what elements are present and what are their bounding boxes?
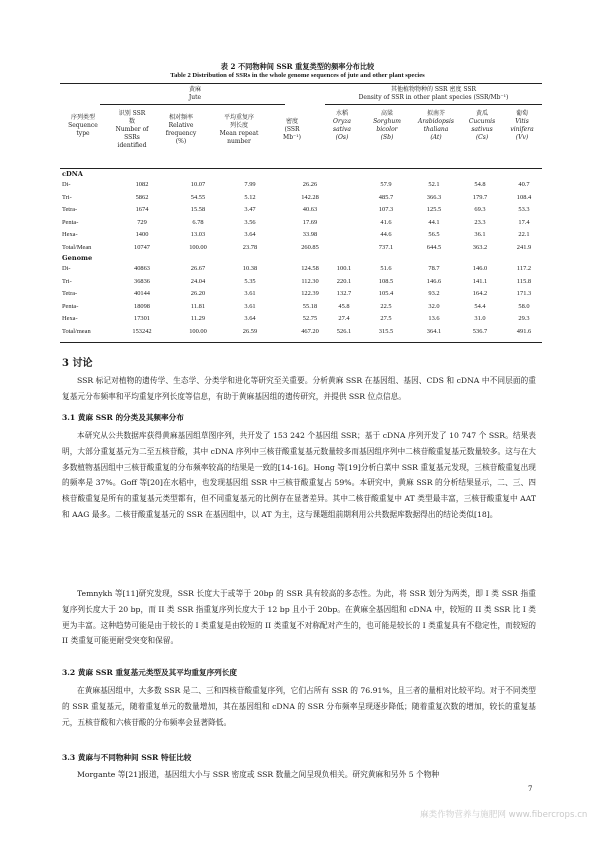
paragraph-3-3: Morgante 等[21]报道，基因组大小与 SSR 密度或 SSR 数量之间呈现负相关。研究黄麻和另外 5 个物种: [77, 770, 440, 779]
subsection-heading-3-2: 3.2 黄麻 SSR 重复基元类型及其平均重复序列长度: [62, 668, 237, 677]
table-cell: 23.78: [242, 244, 258, 251]
table-cell: 22.5: [380, 302, 392, 310]
table-cell: 3.56: [244, 218, 256, 226]
table-cell: 315.5: [378, 328, 394, 335]
section-heading-discussion: 3 讨论: [62, 358, 93, 369]
table-cell: 40.63: [302, 206, 318, 214]
section-label-cdna: cDNA: [62, 170, 83, 178]
row-label-cell: Hexa-: [62, 231, 78, 239]
table-cell: 5862: [135, 193, 149, 201]
table-cell: 363.2: [472, 244, 488, 251]
table-row: [60, 181, 542, 192]
paragraph-3-2: 在黄麻基因组中，大多数 SSR 是二、三和四核苷酸重复序列，它们占所有 SSR 的 76.91%，且三者的量相对比较平均。对于不同类型的 SSR 重复基元，随着重复单元的数量增加，其在基因组和 cDNA 的 SSR 分布频率呈现逐步降低；随着重复次数的增加，较长的重复基元，五核苷酸和六核苷酸的分布频率会显著降低。: [62, 686, 536, 727]
table-cell: 29.3: [518, 315, 530, 323]
table-cell: 142.28: [301, 193, 319, 201]
table-cell: 15.58: [190, 206, 206, 214]
table-cell: 54.4: [474, 302, 486, 310]
table-cell: 53.3: [518, 206, 530, 214]
table-cell: 24.04: [190, 277, 206, 285]
col-header-species-at: 拟南芥 Arabidopsis thaliana (At): [418, 110, 454, 141]
table-cell: 1400: [135, 231, 149, 239]
table-cell: 44.6: [380, 231, 392, 239]
table-cell: 23.3: [474, 218, 486, 226]
table-cell: 115.8: [516, 277, 532, 285]
table-cell: 146.6: [426, 277, 442, 285]
row-label-cell: Hexa-: [62, 315, 78, 323]
table-cell: 3.47: [244, 206, 256, 214]
table-row: [60, 244, 542, 255]
col-header-number: 识别 SSR 数 Number of SSRs identified: [115, 110, 149, 149]
table-cell: 36.1: [474, 231, 486, 239]
table-row: [60, 315, 542, 326]
table-cell: 32.0: [428, 302, 440, 310]
table-cell: 107.3: [378, 206, 394, 214]
table-cell: 11.29: [190, 315, 206, 323]
table-cell: 112.30: [301, 277, 319, 285]
table-cell: 141.1: [472, 277, 488, 285]
col-header-species-cs: 黄瓜 Cucumis sativus (Cs): [468, 110, 496, 141]
table-cell: 45.8: [338, 302, 350, 310]
table-row: [60, 278, 542, 289]
table-cell: 6.78: [192, 218, 204, 226]
table-cell: 644.5: [426, 244, 442, 251]
table-cell: 11.81: [190, 302, 206, 310]
table-cell: 366.3: [426, 193, 442, 201]
table-cell: 26.59: [242, 328, 258, 335]
row-label-cell: Tri-: [62, 193, 72, 201]
col-header-frequency: 相对频率 Relative frequency (%): [165, 114, 197, 145]
table-cell: 26.26: [302, 181, 318, 188]
table-cell: 27.4: [338, 315, 350, 323]
table-cell: 467.20: [301, 328, 319, 335]
other-group-rule: [325, 104, 542, 105]
row-label-cell: Penta-: [62, 218, 79, 226]
table-cell: 26.67: [190, 265, 206, 272]
table-header-rule: [60, 168, 542, 169]
subsection-heading-3-3: 3.3 黄麻与不同物种间 SSR 特征比较: [62, 753, 192, 762]
row-label-cell: Total/Mean: [62, 244, 92, 251]
table-cell: 737.1: [378, 244, 394, 251]
row-label-cell: Tri-: [62, 277, 72, 285]
table-cell: 117.2: [516, 265, 532, 272]
table-cell: 52.1: [428, 181, 440, 188]
table-cell: 10.07: [190, 181, 206, 188]
col-header-species-os: 水稻 Oryza sativa (Os): [333, 110, 351, 141]
table-cell: 52.75: [302, 315, 318, 323]
table-cell: 78.7: [428, 265, 440, 272]
table-cell: 100.00: [189, 328, 207, 335]
table-cell: 18098: [134, 302, 150, 310]
table-cell: 108.5: [378, 277, 394, 285]
table-cell: 364.1: [426, 328, 442, 335]
row-label-cell: Tetra-: [62, 290, 78, 298]
row-label-cell: Penta-: [62, 302, 79, 310]
table-cell: 33.98: [302, 231, 318, 239]
subsection-heading-3-1: 3.1 黄麻 SSR 的分类及其频率分布: [62, 413, 184, 422]
table-cell: 164.2: [472, 290, 488, 298]
table-cell: 55.18: [302, 302, 318, 310]
table-cell: 485.7: [378, 193, 394, 201]
table-cell: 171.3: [516, 290, 532, 298]
table-cell: 3.64: [244, 231, 256, 239]
table-cell: 125.5: [426, 206, 442, 214]
col-header-density: 密度 (SSR Mb⁻¹): [283, 118, 301, 141]
table-caption-zh: 表 2 不同物种间 SSR 重复类型的频率分布比较: [220, 62, 375, 71]
table-cell: 13.03: [190, 231, 206, 239]
table-cell: 3.64: [244, 315, 256, 323]
table-cell: 124.58: [301, 265, 319, 272]
section-label-genome: Genome: [62, 254, 93, 262]
table-cell: 17301: [134, 315, 150, 323]
table-cell: 5.12: [244, 193, 256, 201]
table-row: [60, 206, 542, 217]
group-header-jute: 黄麻 Jute: [188, 86, 202, 101]
row-label-cell: Di-: [62, 265, 71, 272]
table-row: [60, 219, 542, 230]
table-row: [60, 303, 542, 314]
table-cell: 3.61: [244, 290, 256, 298]
table-cell: 729: [137, 218, 147, 226]
col-header-type: 序列类型 Sequence type: [68, 114, 98, 137]
table-cell: 10.38: [242, 265, 258, 272]
table-cell: 260.85: [301, 244, 319, 251]
table-cell: 17.4: [518, 218, 530, 226]
table-cell: 36836: [134, 277, 150, 285]
table-cell: 132.7: [336, 290, 352, 298]
table-cell: 22.1: [518, 231, 530, 239]
table-cell: 241.9: [516, 244, 532, 251]
table-cell: 54.8: [474, 181, 486, 188]
table-cell: 108.4: [516, 193, 532, 201]
jute-group-rule: [100, 104, 285, 105]
page-number: 7: [528, 785, 533, 793]
table-cell: 1674: [135, 206, 149, 214]
table-cell: 13.6: [428, 315, 440, 323]
table-cell: 1082: [135, 181, 149, 188]
table-cell: 100.1: [336, 265, 352, 272]
table-cell: 51.6: [380, 265, 392, 272]
table-caption-en: Table 2 Distribution of SSRs in the whole genome sequences of jute and other plant species: [170, 72, 425, 79]
table-cell: 220.1: [336, 277, 352, 285]
table-cell: 105.4: [378, 290, 394, 298]
table-cell: 526.1: [336, 328, 352, 335]
table-cell: 100.00: [189, 244, 207, 251]
table-cell: 69.3: [474, 206, 486, 214]
paragraph-3-1-a: 本研究从公共数据库获得黄麻基因组草图序列，共开发了 153 242 个基因组 SSR；基于 cDNA 序列开发了 10 747 个 SSR。结果表明，大部分重复基元为二至五核苷酸，其中 cDNA 序列中三核苷酸重复基元数量较多而基因组序列中二核苷酸重复基元数量较多。这与在大多数植物基因组中三核苷酸重复的分布频率较高的结果是一致的[14-16]。Hong 等[19]分析白菜中 SSR 重复基元发现，三核苷酸重复出现的频率是 37%。Goff 等[20]在水稻中，也发现基因组 SSR 中三核苷酸重复占 59%。本研究中，黄麻 SSR 的分析结果显示，二、三、四核苷酸重复是所有的重复基元类型都有，但不同重复基元的比例存在显著差异。其中二核苷酸重复中 AT 类型最丰富，三核苷酸重复中 AAT 和 AAG 最多。二核苷酸重复基元的 SSR 在基因组中，以 AT 为主，这与课题组前期利用公共数据库数据得出的结论类似[18]。: [62, 431, 536, 519]
table-row: [60, 194, 542, 205]
table-cell: 56.5: [428, 231, 440, 239]
table-cell: 491.6: [516, 328, 532, 335]
table-cell: 40863: [134, 265, 150, 272]
table-cell: 10747: [134, 244, 150, 251]
table-row: [60, 265, 542, 276]
col-header-species-vv: 葡萄 Vitis vinifera (Vv): [510, 110, 534, 141]
table-cell: 17.69: [302, 218, 318, 226]
table-cell: 26.20: [190, 290, 206, 298]
table-cell: 122.39: [301, 290, 319, 298]
table-cell: 40.7: [518, 181, 530, 188]
table-cell: 179.7: [472, 193, 488, 201]
table-cell: 146.0: [472, 265, 488, 272]
table-cell: 153242: [132, 328, 152, 335]
col-header-repeat: 平均重复序 列长度 Mean repeat number: [219, 114, 259, 145]
table-cell: 7.99: [244, 181, 256, 188]
group-header-other: 其他植物物种的 SSR 密度 SSR Density of SSR in other plant species (SSR/Mb⁻¹): [358, 86, 509, 101]
table-cell: 44.1: [428, 218, 440, 226]
table-row: [60, 328, 542, 339]
table-top-rule: [60, 83, 542, 84]
table-cell: 27.5: [380, 315, 392, 323]
paragraph-3-1-b: Temnykh 等[11]研究发现，SSR 长度大于或等于 20bp 的 SSR 具有较高的多态性。为此，将 SSR 划分为两类，即 I 类 SSR 指重复序列长度大于 20 bp，而 II 类 SSR 指重复序列长度大于 12 bp 且小于 20bp。在黄麻全基因组和 cDNA 中，较短的 II 类 SSR 比 I 类更为丰富。这种趋势可能是由于较长的 I 类重复是由较短的 II 类重复不对称配对产生的，也可能是较长的 I 类重复具有不稳定性，而较短的 II 类重复可能更耐受突变和保留。: [62, 589, 536, 646]
table-row: [60, 290, 542, 301]
row-label-cell: Total/mean: [62, 328, 91, 335]
col-header-species-sb: 高粱 Sorghum bicolor (Sb): [373, 110, 401, 141]
table-cell: 31.0: [474, 315, 486, 323]
table-cell: 5.35: [244, 277, 256, 285]
table-cell: 536.7: [472, 328, 488, 335]
watermark: 麻类作物营养与施肥网 www.fibercrops.cn: [420, 810, 588, 820]
table-bottom-rule: [60, 342, 542, 343]
row-label-cell: Di-: [62, 181, 71, 188]
table-row: [60, 231, 542, 242]
table-cell: 93.2: [428, 290, 440, 298]
table-cell: 3.61: [244, 302, 256, 310]
row-label-cell: Tetra-: [62, 206, 78, 214]
table-cell: 41.6: [380, 218, 392, 226]
table-cell: 40144: [134, 290, 150, 298]
table-cell: 54.55: [190, 193, 206, 201]
table-cell: 57.9: [380, 181, 392, 188]
intro-paragraph: SSR 标记对植物的遗传学、生态学、分类学和进化等研究至关重要。分析黄麻 SSR 在基因组、基因、CDS 和 cDNA 中不同层面的重复基元分布频率和平均重复序列长度等信息，有助于黄麻基因组的遗传研究，并提供 SSR 位点信息。: [62, 376, 536, 401]
table-cell: 58.0: [518, 302, 530, 310]
